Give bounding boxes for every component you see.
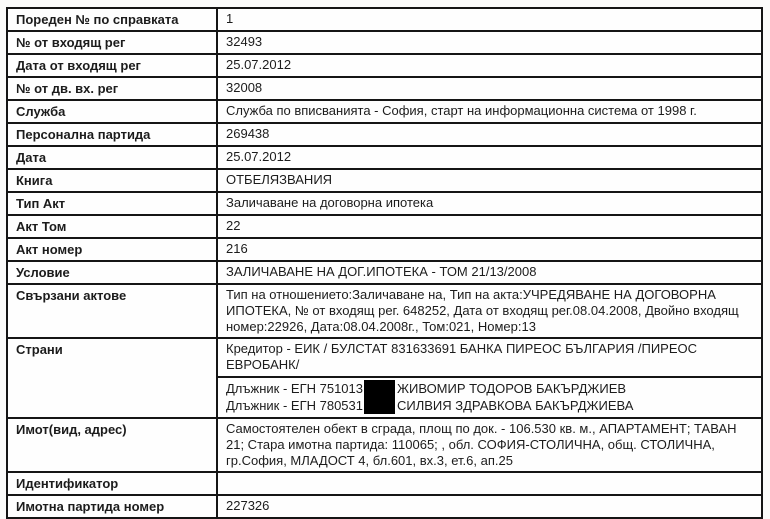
row-value: Самостоятелен обект в сграда, площ по док. - 106.530 кв. м., АПАРТАМЕНТ; ТАВАН 21; Стара имотна партида: 110065; , обл. СОФИЯ-СТОЛИЧНА, общ. СТОЛИЧНА, гр.София, МЛАДОСТ 4, бл.601, вх.3, ет.6, ап.25 xyxy=(217,418,762,472)
debtor-name: ЖИВОМИР ТОДОРОВ БАКЪРДЖИЕВ xyxy=(396,381,627,396)
row-label: Служба xyxy=(7,100,217,123)
row-value: ЗАЛИЧАВАНЕ НА ДОГ.ИПОТЕКА - ТОМ 21/13/2008 xyxy=(217,261,762,284)
parties-cell xyxy=(217,338,762,418)
row-label: Идентификатор xyxy=(7,472,217,495)
row-label: Страни xyxy=(7,338,217,418)
debtor-egn-prefix: Длъжник - ЕГН 751013 xyxy=(226,381,363,396)
row-incoming-reg-date xyxy=(7,54,762,77)
row-label: Книга xyxy=(7,169,217,192)
row-act-number xyxy=(7,238,762,261)
row-label: Дата xyxy=(7,146,217,169)
row-label: Условие xyxy=(7,261,217,284)
row-value: 22 xyxy=(217,215,762,238)
row-value: 25.07.2012 xyxy=(217,146,762,169)
row-value: 269438 xyxy=(217,123,762,146)
row-property xyxy=(7,418,762,472)
creditor-line: Кредитор - ЕИК / БУЛСТАТ 831633691 БАНКА ПИРЕОС БЪЛГАРИЯ /ПИРЕОС ЕВРОБАНК/ xyxy=(218,339,761,378)
row-value: 1 xyxy=(217,8,762,31)
row-act-volume xyxy=(7,215,762,238)
debtor-line xyxy=(226,397,755,414)
row-book xyxy=(7,169,762,192)
registry-report-table xyxy=(6,7,763,519)
row-label: Пореден № по справката xyxy=(7,8,217,31)
row-value: 25.07.2012 xyxy=(217,54,762,77)
debtor-egn-prefix: Длъжник - ЕГН 780531 xyxy=(226,398,363,413)
row-value: 227326 xyxy=(217,495,762,518)
row-label: Акт Том xyxy=(7,215,217,238)
row-date xyxy=(7,146,762,169)
row-value: 32493 xyxy=(217,31,762,54)
row-serial-number xyxy=(7,8,762,31)
row-property-lot-number xyxy=(7,495,762,518)
row-label: Имот(вид, адрес) xyxy=(7,418,217,472)
debtors-block xyxy=(218,378,761,417)
row-parties xyxy=(7,338,762,418)
debtor-name: СИЛВИЯ ЗДРАВКОВА БАКЪРДЖИЕВА xyxy=(396,398,634,413)
row-incoming-reg-number xyxy=(7,31,762,54)
row-label: Персонална партида xyxy=(7,123,217,146)
row-label: Тип Акт xyxy=(7,192,217,215)
row-identifier xyxy=(7,472,762,495)
row-related-acts xyxy=(7,284,762,338)
redaction-box xyxy=(364,380,395,397)
row-label: № от входящ рег xyxy=(7,31,217,54)
debtor-line xyxy=(226,380,755,397)
row-value: Заличаване на договорна ипотека xyxy=(217,192,762,215)
row-personal-lot xyxy=(7,123,762,146)
row-condition xyxy=(7,261,762,284)
row-label: № от дв. вх. рег xyxy=(7,77,217,100)
row-value: Служба по вписванията - София, старт на информационна система от 1998 г. xyxy=(217,100,762,123)
row-label: Акт номер xyxy=(7,238,217,261)
row-label: Свързани актове xyxy=(7,284,217,338)
row-act-type xyxy=(7,192,762,215)
row-registry-service xyxy=(7,100,762,123)
row-value: ОТБЕЛЯЗВАНИЯ xyxy=(217,169,762,192)
redaction-box xyxy=(364,397,395,414)
row-value xyxy=(217,472,762,495)
row-value: 32008 xyxy=(217,77,762,100)
row-value: Тип на отношението:Заличаване на, Тип на акта:УЧРЕДЯВАНЕ НА ДОГОВОРНА ИПОТЕКА, № от входящ рег. 648252, Дата от входящ рег.08.04.2008, Двойно входящ номер:22926, Дата:08.04.2008г., Том:021, Номер:13 xyxy=(217,284,762,338)
row-double-entry-reg-number xyxy=(7,77,762,100)
row-value: 216 xyxy=(217,238,762,261)
row-label: Дата от входящ рег xyxy=(7,54,217,77)
row-label: Имотна партида номер xyxy=(7,495,217,518)
